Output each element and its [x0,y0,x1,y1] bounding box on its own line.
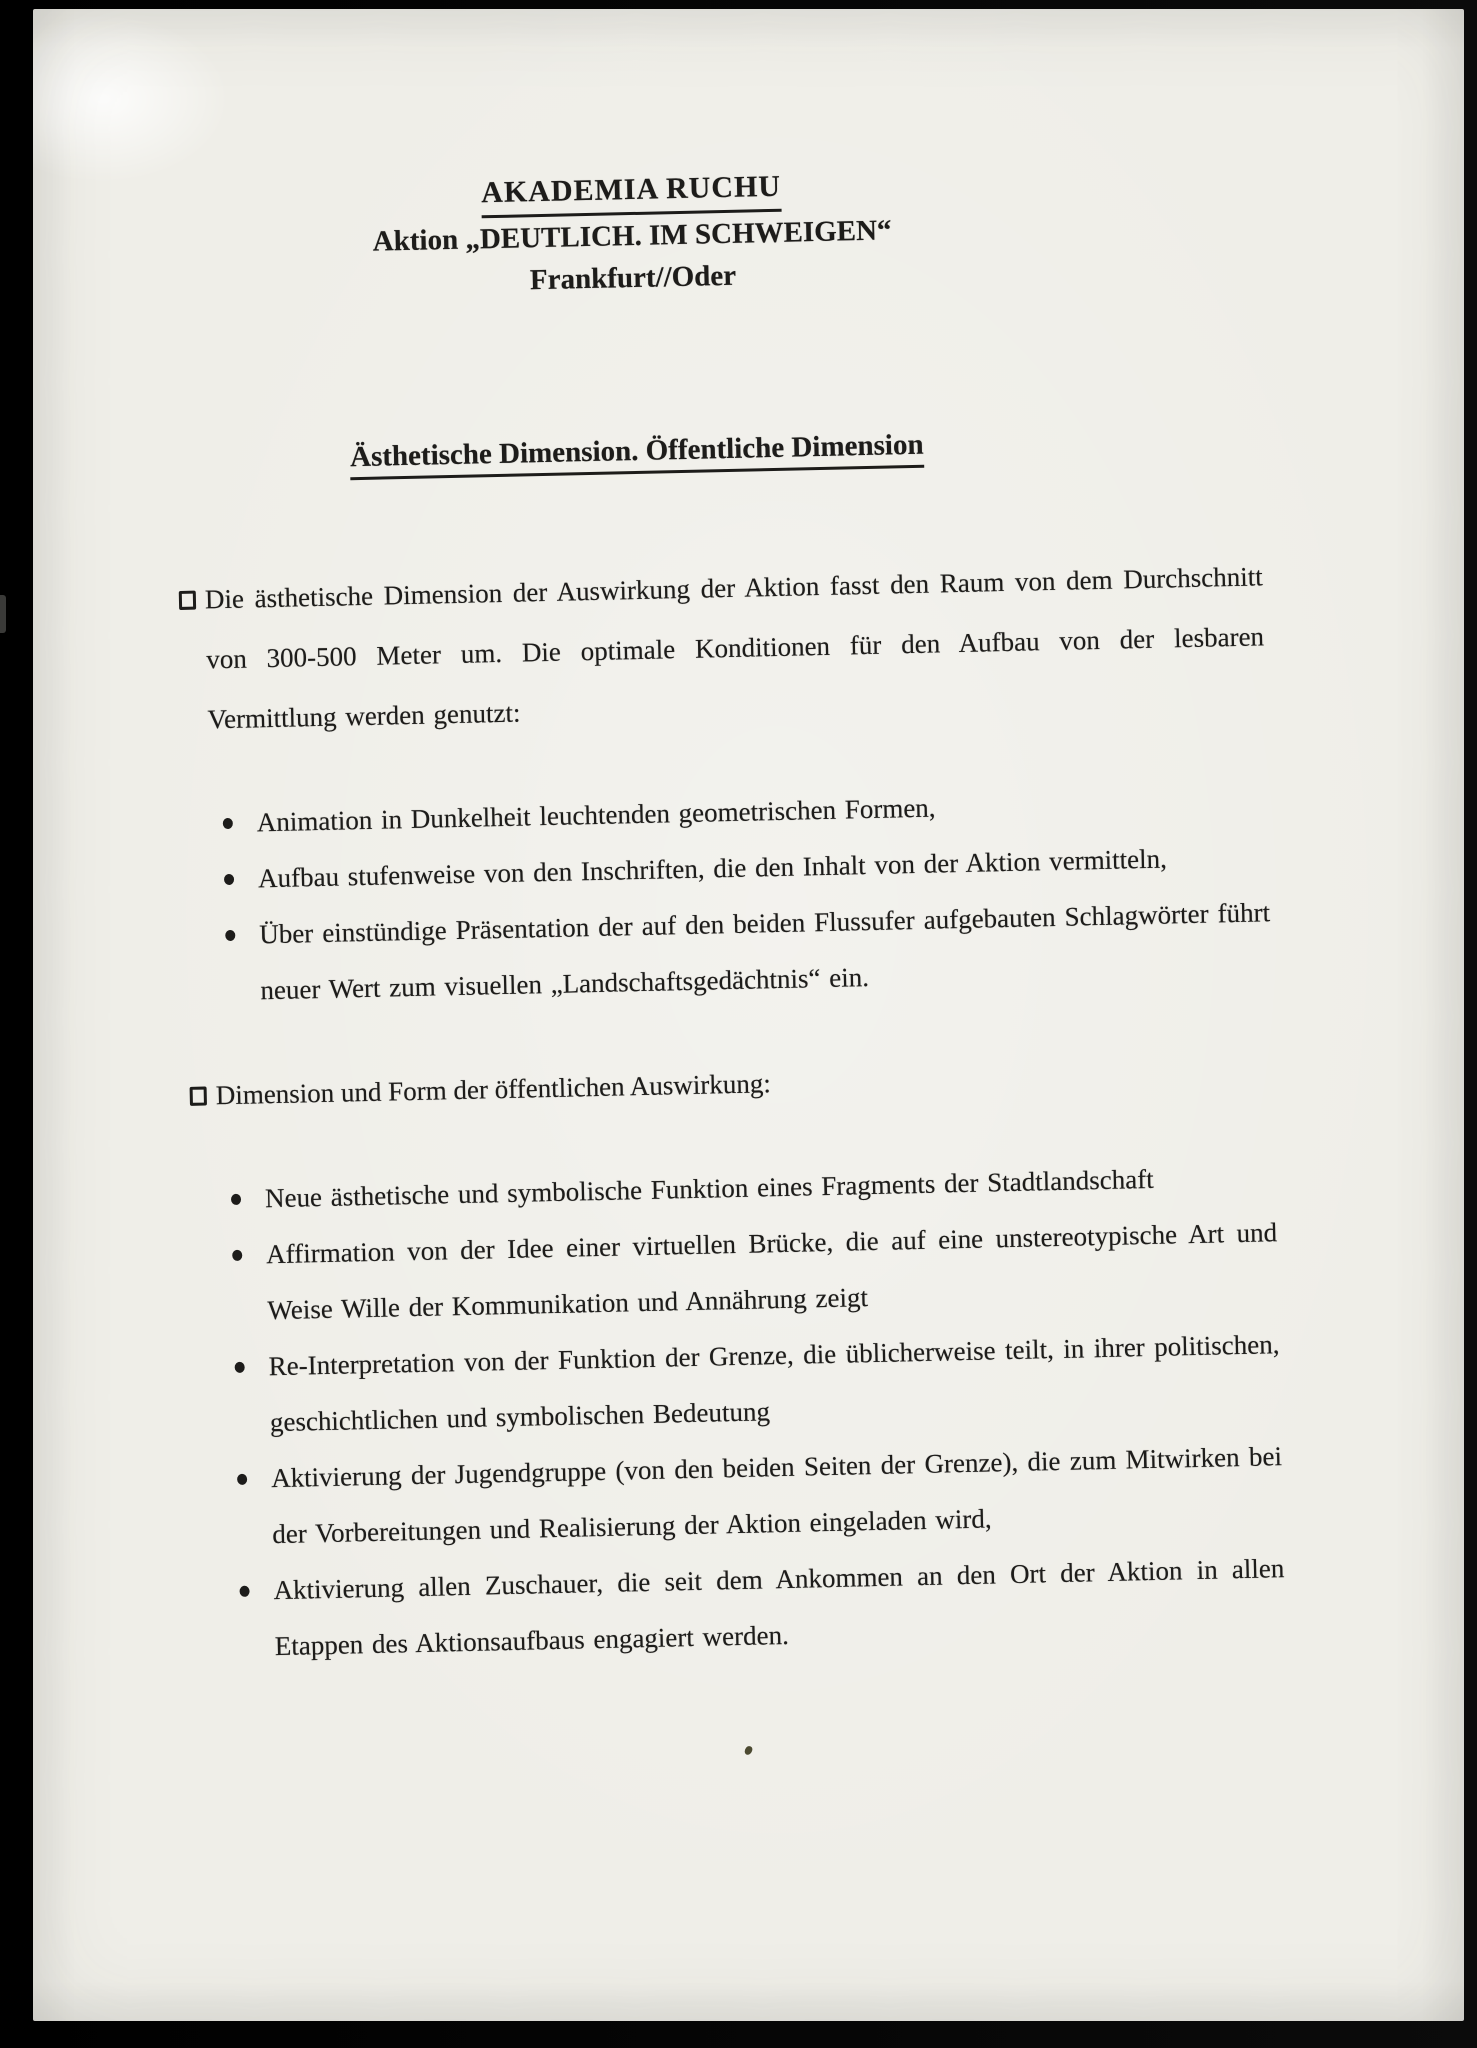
bullet-item [226,1540,1286,1675]
section-1-lead [204,546,1266,749]
dot-bullet-icon [231,1194,241,1205]
bullet-item [212,884,1272,1019]
section-1-bullet-list [209,772,1272,1019]
document-subtitle: Aktion „DEUTLICH. IM SCHWEIGEN“ [372,214,892,258]
bullet-text: Aufbau stufenweise von den Inschriften, die den Inhalt von der Aktion vermitteln, [257,843,1168,894]
paper-sheet [33,9,1464,2021]
bullet-text: Animation in Dunkelheit leuchtenden geometrischen Formen, [256,792,936,838]
section-2-bullet-list [217,1148,1286,1675]
dot-bullet-icon [224,874,234,885]
bullet-text: Aktivierung der Jugendgruppe (von den beiden Seiten der Grenze), die zum Mitwirken bei der Vorbereitungen und Realisierung der Aktion eingeladen wird, [270,1441,1283,1550]
section-heading-row [21,422,1254,488]
document-title-text: AKADEMIA RUCHU [481,166,782,219]
bullet-text: Affirmation von der Idee einer virtuellen Brücke, die auf eine unstereotypische Art und Weise Wille der Kommunikation und Annährung zeigt [265,1217,1278,1326]
document-body [204,546,1286,1675]
document-location: Frankfurt//Oder [529,259,737,297]
dot-bullet-icon [223,818,233,829]
dot-bullet-icon [235,1362,245,1373]
dot-bullet-icon [237,1474,247,1485]
scan-edge-artifact [0,595,6,633]
square-bullet-icon [179,591,196,610]
document-content [11,0,1477,1679]
section-2-lead [215,1042,1274,1125]
dot-bullet-icon [239,1586,249,1597]
section-1-lead-text: Die ästhetische Dimension der Auswirkung der Aktion fasst den Raum von dem Durchschnitt von 300-500 Meter um. Die optimale Konditionen für den Aufbau von der lesbaren Vermittlung werden genutzt: [204,561,1265,735]
section-2-lead-text: Dimension und Form der öffentlichen Auswirkung: [215,1068,772,1111]
bullet-text: Re-Interpretation von der Funktion der Grenze, die üblicherweise teilt, in ihrer politischen, geschichtlichen und symbolischen Bedeutung [268,1329,1280,1438]
bullet-text: Neue ästhetische und symbolische Funktion eines Fragments der Stadtlandschaft [264,1163,1154,1214]
section-heading: Ästhetische Dimension. Öffentliche Dimension [350,429,924,481]
bullet-text: Über einstündige Präsentation der auf den beiden Flussufer aufgebauten Schlagwörter führt neuer Wert zum visuellen „Landschaftsgedächtnis“ ein. [258,897,1271,1006]
dot-bullet-icon [225,930,235,941]
dot-bullet-icon [232,1250,242,1261]
bullet-text: Aktivierung allen Zuschauer, die seit dem Ankommen an den Ort der Aktion in allen Etappen des Aktionsaufbaus engagiert werden. [273,1553,1285,1662]
document-header [15,156,1250,313]
square-bullet-icon [190,1087,207,1106]
dust-speck [744,1745,754,1756]
